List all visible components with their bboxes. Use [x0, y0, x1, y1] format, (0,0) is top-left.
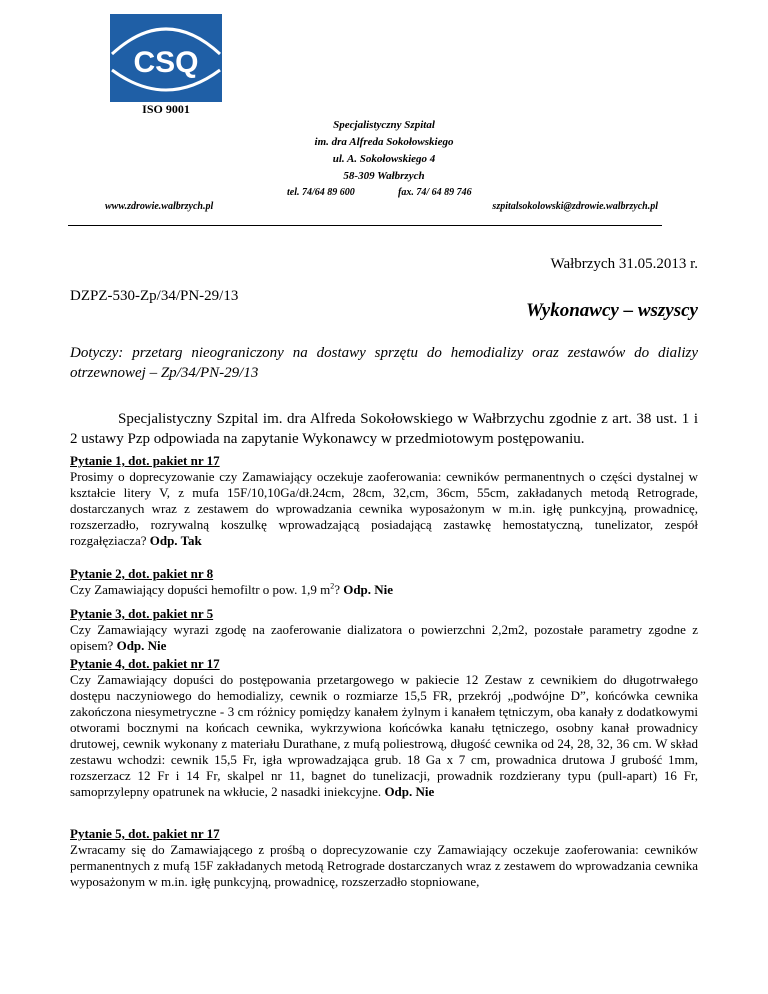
question-block [70, 566, 698, 598]
letter-intro: Specjalistyczny Szpital im. dra Alfreda Sokołowskiego w Wałbrzychu zgodnie z art. 38 ust. 1 i 2 ustawy Pzp odpowiada na zapytanie Wykonawcy w przedmiotowym postępowaniu. [70, 411, 698, 447]
question-answer: Odp. Nie [384, 784, 435, 799]
iso-label: ISO 9001 [142, 102, 190, 116]
csq-logo [110, 14, 222, 102]
phone-number: tel. 74/64 89 600 [287, 187, 355, 198]
hospital-line: 58-309 Wałbrzych [343, 170, 425, 182]
letter-subject: Dotyczy: przetarg nieograniczony na dostawy sprzętu do hemodializy oraz zestawów do dializy otrzewnowej – Zp/34/PN-29/13 [70, 345, 698, 381]
question-answer: Odp. Nie [343, 582, 394, 597]
question-heading: Pytanie 1, dot. pakiet nr 17 [70, 453, 220, 468]
question-text: Zwracamy się do Zamawiającego z prośbą o doprecyzowanie czy Zamawiający oczekuje zaoferowania: cewników permanentnych z mufą 15F zakładanych metodą Retrograde dostarczanych wraz z zestawem do wprowadzania cewnika wyposażonym w m.in. igłę punkcyjną, prowadnicę, rozszerzadło stopniowane, [70, 842, 698, 889]
question-block [70, 656, 698, 800]
superscript: 2 [330, 581, 335, 591]
letter-date: Wałbrzych 31.05.2013 r. [550, 256, 698, 272]
question-text: Czy Zamawiający dopuści do postępowania przetargowego w pakiecie 12 Zestaw z cewnikiem do długotrwałego dostępu naczyniowego do hemodializy, cewnik o rozmiarze 15,5 FR, przekrój „podwójne D”, końcówka cewnika zakończona niesymetryczne - 3 cm różnicy pomiędzy kanałem żylnym i kanałem tętniczym, oba kanały z dodatkowymi otworami bocznymi na końcach cewnika, wykrzywiona końcówka kanału tętniczego, osobny kanał prowadnicy drutowej, cewnik wykonany z materiału Durathane, z mufą poliestrową, długość cewnika od 24, 28, 32, 36 cm. W skład zestawu wchodzi: cewnik 15,5 Fr, igła wprowadzająca grub. 18 Ga x 7 cm, prowadnica drutowa J grubość 1mm, rozszerzacz 12 Fr i 14 Fr, skalpel nr 11, bagnet do tunelizacji, prowadnik rozdzierany typu (pull-apart) 16 Fr, samoprzylepny opatrunek na wkłucie, 2 nasadki iniekcyjne. [70, 672, 698, 799]
question-block [70, 826, 698, 890]
logo-text: CSQ [133, 46, 199, 79]
csq-globe-icon [110, 14, 222, 102]
question-text: Czy Zamawiający dopuści hemofiltr o pow. 1,9 m [70, 582, 331, 597]
question-text: Czy Zamawiający wyrazi zgodę na zaoferowanie dializatora o powierzchni 2,2m2, pozostałe parametry zgodne z opisem? [70, 622, 698, 653]
question-heading: Pytanie 3, dot. pakiet nr 5 [70, 606, 214, 621]
question-text-end: ? [334, 582, 340, 597]
question-answer: Odp. Tak [149, 533, 202, 548]
website-link[interactable]: www.zdrowie.walbrzych.pl [105, 201, 214, 212]
hospital-address [200, 117, 568, 185]
reference-number: DZPZ-530-Zp/34/PN-29/13 [70, 288, 239, 304]
question-heading: Pytanie 2, dot. pakiet nr 8 [70, 566, 214, 581]
fax-number: fax. 74/ 64 89 746 [398, 187, 472, 198]
question-text: Prosimy o doprecyzowanie czy Zamawiający oczekuje zaoferowania: cewników permanentnych o części dystalnej w kształcie litery V, z mufa 15F/10,10Ga/dł.24cm, 28cm, 32,cm, 36cm, 55cm, zakładanych metodą Retrograde, dostarczanych wraz z zestawem do wprowadzania cewnika wyposażonym w m.in. igłę punkcyjną, prowadnicę, rozszerzadło, rozrywalną koszulkę wprowadzającą posiadającą zastawkę hemostatyczną, tunelizator, zespół rozgałęziacza? [70, 469, 698, 548]
recipients-heading: Wykonawcy – wszyscy [525, 300, 698, 321]
question-answer: Odp. Nie [116, 638, 167, 653]
question-block [70, 606, 698, 654]
header-divider [68, 225, 662, 226]
email-link[interactable]: szpitalsokolowski@zdrowie.walbrzych.pl [492, 201, 658, 212]
hospital-line: ul. A. Sokołowskiego 4 [332, 153, 436, 165]
question-heading: Pytanie 5, dot. pakiet nr 17 [70, 826, 220, 841]
question-block [70, 453, 698, 549]
hospital-line: Specjalistyczny Szpital [333, 119, 435, 131]
question-heading: Pytanie 4, dot. pakiet nr 17 [70, 656, 220, 671]
hospital-line: im. dra Alfreda Sokołowskiego [314, 136, 454, 148]
